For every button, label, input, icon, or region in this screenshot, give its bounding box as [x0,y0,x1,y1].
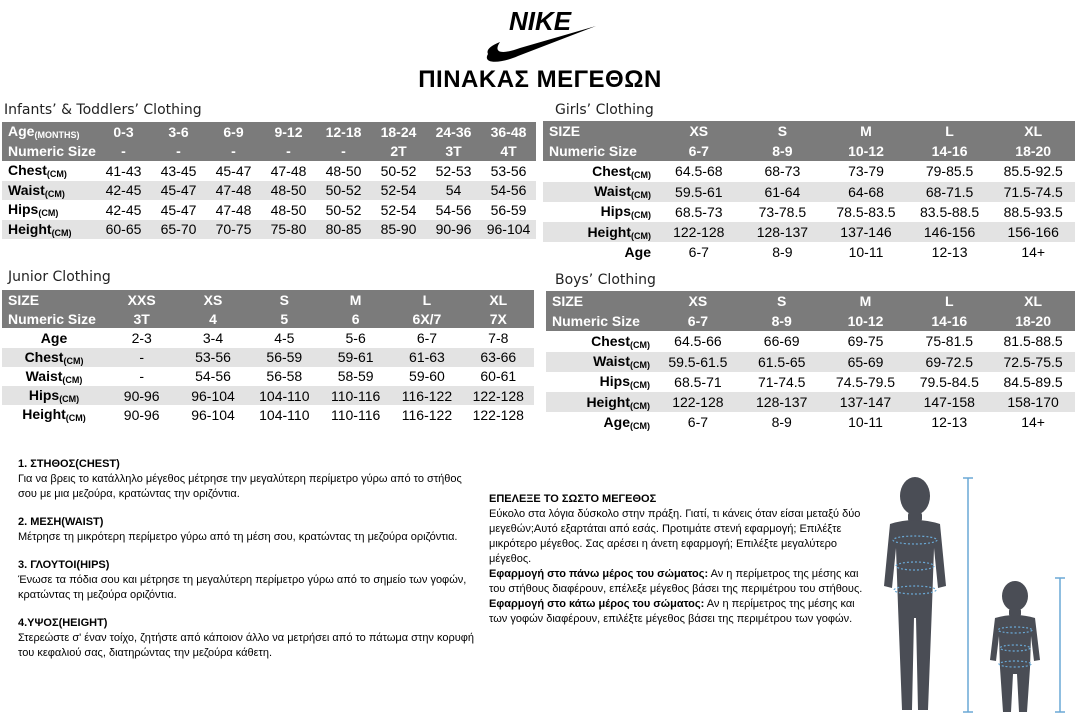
girls-numeric-size: 8-9 [741,141,825,161]
girls-row-age [543,242,1075,262]
junior-cell: 110-116 [330,406,381,423]
junior-row-chest [2,348,534,367]
junior-size-header: XXS [106,290,177,309]
child-height-ruler [1055,578,1065,712]
instruction-block [18,616,480,661]
boys-size-header: XS [656,291,740,311]
lower-fit-text: Αν η περίμετρος της μέσης και των γοφών διαφέρουν, επιλέξτε μέγεθος βάσει της περιμέτρου των γοφών. [489,598,855,625]
instruction-text: Ένωσε τα πόδια σου και μέτρησε τη μεγαλύτερη περίμετρο γύρω από το σημείο των γοφών, κρατώντας τη μεζούρα οριζόντια. [18,574,467,601]
girls-cell: 137-146 [824,222,908,242]
instruction-text: Στερεώστε σ' έναν τοίχο, ζητήστε από κάποιον άλλο να μετρήσει από το πάτωμα στην κορυφή του κεφαλιού σας, διατηρώντας την μεζούρα κάθετη. [18,632,474,659]
junior-numeric-size: 4 [177,309,248,328]
junior-numeric-size: 3T [106,309,177,328]
girls-numeric-label: Numeric Size [543,141,657,161]
unit-label: (CM) [631,210,651,221]
infants-cell: 50-52 [380,162,417,179]
junior-cell: 54-56 [195,368,231,385]
junior-cell: 96-104 [191,406,235,423]
instruction-text: Για να βρεις το κατάλληλο μέγεθος μέτρησε την μεγαλύτερη περίμετρο γύρω από το στήθος σου με μια μεζούρα, κρατώντας την οριζόντια. [18,473,462,500]
girls-numeric-size: 14-16 [908,141,992,161]
infants-cell: 41-43 [105,162,142,179]
girls-cell: 156-166 [991,222,1075,242]
instruction-heading: 3. ΓΛΟΥΤΟΙ(HIPS) [18,559,110,571]
instruction-block [18,558,480,603]
infants-row-label: Waist$_{(CM)}$ [2,181,96,201]
girls-cell: 6-7 [688,244,709,261]
infants-numeric-size: - [96,142,151,162]
junior-row-hips [2,386,534,405]
junior-row-height [2,405,534,424]
junior-cell: 56-59 [249,348,320,367]
infants-cell: 80-85 [316,220,371,240]
girls-size-table [543,121,1075,262]
boys-cell: 137-147 [824,392,908,412]
infants-cell: 75-80 [261,220,316,240]
infants-cell: 65-70 [151,220,206,240]
junior-cell: 60-61 [480,368,517,385]
boys-cell: 84.5-89.5 [1003,373,1063,390]
girls-size-header: L [908,121,992,141]
girls-cell: 12-13 [931,244,968,261]
junior-cell: 116-122 [391,386,462,405]
junior-cell: 56-58 [266,368,303,385]
boys-row-label: Chest$_{(CM)}$ [591,332,650,350]
boys-cell: 158-170 [991,392,1075,412]
size-advice [489,492,869,627]
boys-numeric-label: Numeric Size [546,311,656,331]
unit-label: (CM) [631,169,651,180]
measuring-instructions [18,457,480,674]
junior-row-label: Waist$_{(CM)}$ [25,367,83,385]
infants-cell: 56-59 [490,201,527,218]
girls-cell: 8-9 [772,244,793,261]
infants-cell: 70-75 [206,220,261,240]
boys-cell: 6-7 [687,414,709,431]
junior-row-label: Age [40,329,68,346]
boys-cell: 8-9 [771,414,792,431]
infants-size-header: 6-9 [206,122,261,142]
boys-cell: 79.5-84.5 [919,373,979,390]
girls-cell: 79-85.5 [925,163,974,180]
junior-numeric-size: 7X [463,309,534,328]
unit-label: (CM) [630,420,650,431]
boys-cell: 12-13 [931,414,968,431]
girls-cell: 146-156 [908,222,992,242]
infants-numeric-size: 4T [481,142,536,162]
unit-label: (CM) [630,400,650,411]
girls-header-label: SIZE [543,121,657,141]
infants-size-header: 18-24 [371,122,426,142]
girls-row-label: Height$_{(CM)}$ [543,222,657,242]
infants-numeric-size: 3T [426,142,481,162]
infants-numeric-size: - [151,142,206,162]
unit-label: (CM) [51,227,72,238]
infants-cell: 54 [426,181,481,201]
junior-size-header: XS [177,290,248,309]
junior-size-header: M [320,290,391,309]
junior-cell: 58-59 [337,368,374,385]
girls-row-label: Chest$_{(CM)}$ [592,162,651,180]
junior-size-table [2,290,534,424]
junior-row-label: Chest$_{(CM)}$ [2,348,106,367]
boys-numeric-size: 8-9 [740,311,824,331]
infants-numeric-size: - [261,142,316,162]
instruction-heading: 2. ΜΕΣΗ(WAIST) [18,516,104,528]
infants-size-table [2,122,536,239]
junior-section-title: Junior Clothing [8,269,111,285]
girls-row-waist [543,182,1075,202]
girls-cell: 128-137 [741,222,825,242]
adult-height-ruler [963,478,973,712]
boys-size-header: S [740,291,824,311]
junior-row-waist [2,367,534,386]
junior-cell: 104-110 [249,386,320,405]
infants-cell: 90-96 [426,220,481,240]
boys-section-title: Boys’ Clothing [555,272,656,288]
infants-cell: 47-48 [206,181,261,201]
junior-cell: 104-110 [259,406,310,423]
junior-cell: 7-8 [488,329,509,346]
boys-cell: 147-158 [907,392,991,412]
unit-label: (CM) [38,208,59,219]
junior-cell: 59-61 [320,348,391,367]
infants-section-title: Infants’ & Toddlers’ Clothing [4,102,202,118]
infants-row-label: Chest$_{(CM)}$ [8,162,67,180]
instruction-block [18,515,480,545]
girls-row-label: Age [624,244,651,261]
boys-cell: 74.5-79.5 [835,373,896,390]
boys-row-hips [546,372,1075,392]
infants-cell: 45-47 [160,201,197,218]
girls-cell: 64.5-68 [675,163,723,180]
junior-row-age [2,328,534,347]
infants-size-header: 36-48 [481,122,536,142]
unit-label: (CM) [62,374,83,385]
junior-cell: 110-116 [320,386,391,405]
infants-size-header: 0-3 [96,122,151,142]
junior-row-label: Height$_{(CM)}$ [22,406,86,424]
junior-cell: 61-63 [391,348,462,367]
junior-numeric-size: 6 [320,309,391,328]
girls-cell: 73-78.5 [758,203,807,220]
infants-row-label: Hips$_{(CM)}$ [8,201,59,219]
boys-cell: 72.5-75.5 [991,352,1075,372]
nike-wordmark: NIKE [508,6,572,36]
junior-size-header-row [2,290,534,309]
infants-row-height [2,220,536,240]
girls-size-header: XS [657,121,741,141]
junior-cell: 116-122 [401,406,453,423]
body-measurement-illustration [870,468,1078,718]
girls-row-label: Waist$_{(CM)}$ [543,182,657,202]
boys-row-height [546,392,1075,412]
infants-cell: 60-65 [96,220,151,240]
girls-numeric-size: 6-7 [657,141,741,161]
nike-logo [478,4,602,64]
boys-size-header: L [907,291,991,311]
boys-row-label: Height$_{(CM)}$ [546,392,656,412]
infants-cell: 45-47 [215,162,252,179]
infants-row-waist [2,181,536,201]
girls-cell: 71.5-74.5 [991,182,1075,202]
infants-cell: 50-52 [325,201,362,218]
boys-size-header: XL [991,291,1075,311]
infants-size-header: 3-6 [151,122,206,142]
junior-cell: - [139,368,145,385]
boys-cell: 59.5-61.5 [656,352,740,372]
girls-cell: 78.5-83.5 [836,203,896,220]
girls-size-header: XL [991,121,1075,141]
infants-row-hips [2,200,536,220]
junior-size-header: L [391,290,462,309]
boys-row-label: Age$_{(CM)}$ [603,413,650,431]
boys-cell: 61.5-65 [740,352,824,372]
infants-cell: 52-54 [371,181,426,201]
junior-header-label: SIZE [2,290,106,309]
girls-row-chest [543,161,1075,181]
junior-cell: 2-3 [131,329,152,346]
infants-cell: 54-56 [435,201,472,218]
junior-size-header: XL [463,290,534,309]
infants-cell: 48-50 [325,162,362,179]
junior-cell: 53-56 [177,348,248,367]
junior-cell: 4-5 [274,329,295,346]
upper-fit-text: Αν η περίμετρος της μέσης και του στήθους διαφέρουν, επέλεξε μέγεθος βάσει της περιμέτρου του στήθους. [489,568,863,595]
infants-cell: 54-56 [481,181,536,201]
advice-text: Εύκολο στα λόγια δύσκολο στην πράξη. Γιατί, τι κάνεις όταν είσαι μεταξύ δύο μεγεθών;Αυτό εξαρτάται από εσάς. Προτιμάτε στενή εφαρμογή; Επιλέξτε μικρότερο μέγεθος. Σας αρέσει η άνετη εφαρμογή; Επιλέξτε μεγαλύτερο μέγεθος. [489,508,861,565]
boys-row-chest [546,331,1075,351]
girls-cell: 68.5-73 [675,203,723,220]
boys-numeric-size: 14-16 [907,311,991,331]
boys-cell: 75-81.5 [925,333,974,350]
infants-size-header-row [2,122,536,142]
infants-numeric-row [2,142,536,162]
girls-cell: 83.5-88.5 [919,203,980,220]
infants-numeric-size: - [316,142,371,162]
infants-numeric-size: - [206,142,261,162]
unit-label: (CM) [46,169,67,180]
infants-numeric-label: Numeric Size [2,142,96,162]
girls-numeric-size: 18-20 [991,141,1075,161]
boys-row-waist [546,352,1075,372]
infants-cell: 53-56 [490,162,527,179]
girls-cell: 88.5-93.5 [1003,203,1063,220]
girls-cell: 68-73 [764,163,801,180]
boys-size-header-row [546,291,1075,311]
junior-cell: 3-4 [202,329,224,346]
infants-cell: 52-54 [380,201,417,218]
infants-cell: 42-45 [96,181,151,201]
unit-label: (CM) [59,394,80,405]
boys-cell: 71-74.5 [757,373,806,390]
girls-cell: 122-128 [657,222,741,242]
unit-label: (CM) [630,339,650,350]
infants-cell: 85-90 [371,220,426,240]
girls-cell: 10-11 [848,244,884,261]
unit-label: (CM) [630,380,650,391]
infants-numeric-size: 2T [371,142,426,162]
child-figure-icon [990,581,1040,712]
boys-cell: 14+ [1021,414,1045,431]
advice-heading: ΕΠΕΛΕΞΕ ΤΟ ΣΩΣΤΟ ΜΕΓΕΘΟΣ [489,493,657,505]
junior-numeric-row [2,309,534,328]
girls-cell: 59.5-61 [657,182,741,202]
instruction-heading: 4.ΥΨΟΣ(HEIGHT) [18,617,108,629]
girls-size-header-row [543,121,1075,141]
boys-cell: 64.5-66 [674,333,722,350]
infants-cell: 43-45 [160,162,197,179]
junior-cell: 63-66 [463,348,534,367]
infants-cell: 52-53 [435,162,472,179]
infants-cell: 47-48 [270,162,307,179]
page-title: ΠΙΝΑΚΑΣ ΜΕΓΕΘΩΝ [418,66,662,93]
junior-cell: 90-96 [106,386,177,405]
boys-cell: 81.5-88.5 [1003,333,1063,350]
infants-cell: 48-50 [270,201,307,218]
junior-row-label: Hips$_{(CM)}$ [2,386,106,405]
boys-cell: 10-11 [848,414,883,431]
junior-cell: 122-128 [472,406,524,423]
junior-numeric-label: Numeric Size [2,309,106,328]
junior-numeric-size: 5 [249,309,320,328]
instruction-text: Μέτρησε τη μικρότερη περίμετρο γύρω από τη μέση σου, κρατώντας τη μεζούρα οριζόντια. [18,531,458,543]
junior-cell: 6-7 [416,329,438,346]
unit-label: (MONTHS) [34,130,80,141]
girls-size-header: S [741,121,825,141]
boys-row-age [546,412,1075,432]
upper-fit-heading: Εφαρμογή στο πάνω μέρος του σώματος: [489,568,709,580]
junior-cell: 122-128 [463,386,534,405]
girls-numeric-size: 10-12 [824,141,908,161]
infants-row-label: Height$_{(CM)}$ [2,220,96,240]
boys-cell: 65-69 [824,352,908,372]
junior-cell: 5-6 [345,329,366,346]
boys-cell: 68.5-71 [674,373,722,390]
unit-label: (CM) [631,230,651,241]
boys-cell: 69-75 [847,333,884,350]
girls-cell: 73-79 [848,163,884,180]
junior-size-header: S [249,290,320,309]
instruction-heading: 1. ΣΤΗΘΟΣ(CHEST) [18,458,120,470]
junior-cell: 96-104 [177,386,248,405]
infants-cell: 45-47 [151,181,206,201]
unit-label: (CM) [44,188,65,199]
infants-row-chest [2,161,536,181]
boys-size-table [546,291,1075,432]
boys-row-label: Waist$_{(CM)}$ [546,352,656,372]
boys-cell: 128-137 [740,392,824,412]
infants-cell: 48-50 [261,181,316,201]
boys-cell: 69-72.5 [907,352,991,372]
lower-fit-heading: Εφαρμογή στο κάτω μέρος του σώματος: [489,598,705,610]
infants-cell: 96-104 [481,220,536,240]
girls-cell: 64-68 [824,182,908,202]
girls-size-header: M [824,121,908,141]
junior-cell: 59-60 [409,368,445,385]
unit-label: (CM) [65,413,86,424]
girls-numeric-row [543,141,1075,161]
boys-size-header: M [824,291,908,311]
boys-row-label: Hips$_{(CM)}$ [599,373,650,391]
infants-header-label: Age$_{(MONTHS)}$ [2,122,96,142]
unit-label: (CM) [63,355,84,366]
junior-cell: - [106,348,177,367]
infants-size-header: 9-12 [261,122,316,142]
infants-cell: 50-52 [316,181,371,201]
junior-numeric-size: 6X/7 [391,309,462,328]
boys-numeric-size: 6-7 [656,311,740,331]
infants-size-header: 12-18 [316,122,371,142]
instruction-block [18,457,480,502]
girls-row-label: Hips$_{(CM)}$ [600,203,651,221]
infants-cell: 47-48 [215,201,252,218]
girls-cell: 61-64 [741,182,825,202]
girls-row-hips [543,202,1075,222]
girls-cell: 85.5-92.5 [1003,163,1063,180]
boys-header-label: SIZE [546,291,656,311]
girls-cell: 68-71.5 [908,182,992,202]
boys-cell: 66-69 [763,333,800,350]
girls-row-height [543,222,1075,242]
boys-cell: 122-128 [656,392,740,412]
girls-cell: 14+ [1021,244,1046,261]
boys-numeric-size: 10-12 [824,311,908,331]
junior-cell: 90-96 [123,406,160,423]
boys-numeric-size: 18-20 [991,311,1075,331]
unit-label: (CM) [631,190,651,201]
boys-numeric-row [546,311,1075,331]
infants-size-header: 24-36 [426,122,481,142]
girls-section-title: Girls’ Clothing [555,102,654,118]
infants-cell: 42-45 [105,201,142,218]
unit-label: (CM) [630,360,650,371]
